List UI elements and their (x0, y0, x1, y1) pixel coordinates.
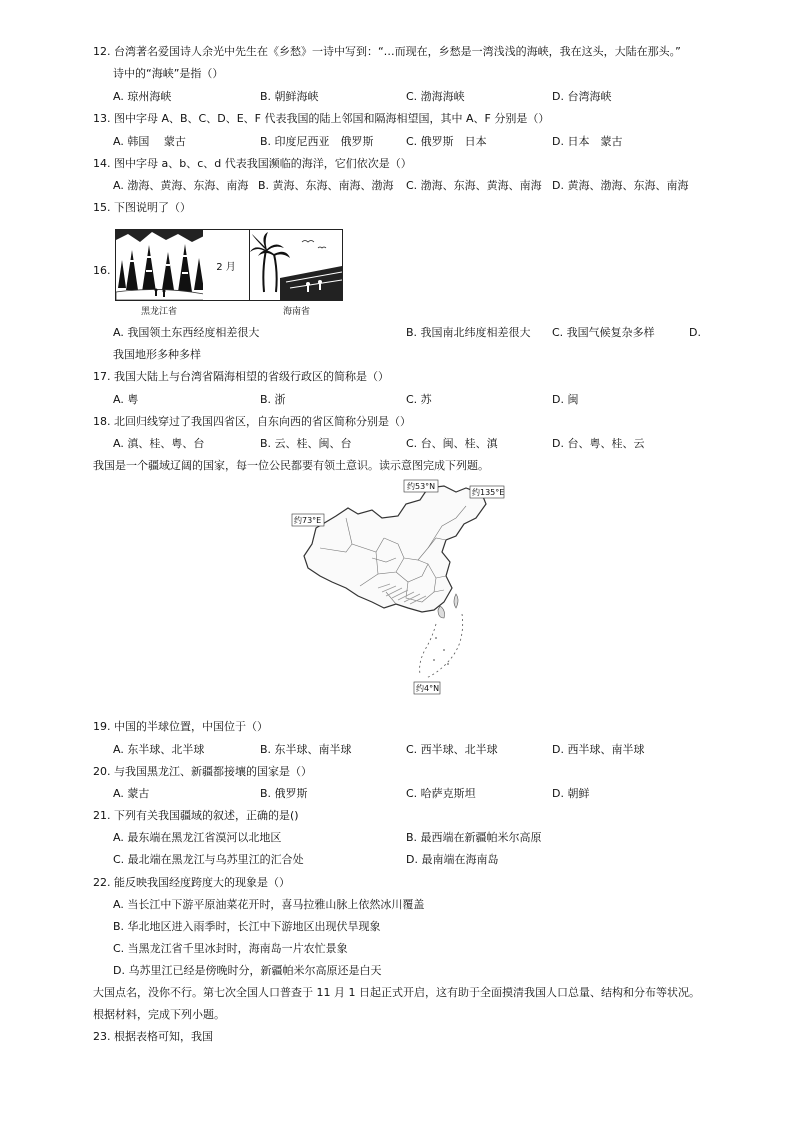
q12-stem-line1: 12. 台湾著名爱国诗人余光中先生在《乡愁》一诗中写到：“…而现在，乡愁是一湾浅浅的海峡，我在这头，大陆在那头。” (93, 45, 681, 58)
q18-option-d[interactable]: D. 台、粤、桂、云 (552, 437, 645, 450)
q21-option-b[interactable]: B. 最西端在新疆帕米尔高原 (406, 831, 542, 844)
q12-option-d[interactable]: D. 台湾海峡 (552, 90, 612, 103)
q15-stem: 15. 下图说明了（） (93, 201, 191, 214)
label-53n: 约53°N (407, 482, 436, 491)
heilongjiang-snow-image (115, 229, 205, 301)
q22-stem: 22. 能反映我国经度跨度大的现象是（） (93, 876, 290, 889)
q12-option-c[interactable]: C. 渤海海峡 (406, 90, 465, 103)
intro-census-line2: 根据材料，完成下列小题。 (93, 1008, 225, 1021)
q20-option-b[interactable]: B. 俄罗斯 (260, 787, 308, 800)
q13-stem: 13. 图中字母 A、B、C、D、E、F 代表我国的陆上邻国和隔海相望国，其中 A、F 分别是（） (93, 112, 550, 125)
caption-hainan: 海南省 (283, 307, 311, 317)
q13-option-d[interactable]: D. 日本 蒙古 (552, 135, 623, 148)
q17-option-b[interactable]: B. 浙 (260, 393, 286, 406)
q18-option-b[interactable]: B. 云、桂、闽、台 (260, 437, 352, 450)
q22-option-a[interactable]: A. 当长江中下游平原油菜花开时，喜马拉雅山脉上依然冰川覆盖 (113, 898, 425, 911)
intro-territory: 我国是一个疆域辽阔的国家，每一位公民都要有领土意识。读示意图完成下列题。 (93, 459, 489, 472)
q12-option-a[interactable]: A. 琼州海峡 (113, 90, 172, 103)
q18-stem: 18. 北回归线穿过了我国四省区，自东向西的省区简称分别是（） (93, 415, 411, 428)
q21-option-c[interactable]: C. 最北端在黑龙江与乌苏里江的汇合处 (113, 853, 304, 866)
q17-option-c[interactable]: C. 苏 (406, 393, 432, 406)
q17-option-a[interactable]: A. 粤 (113, 393, 139, 406)
q16-option-a[interactable]: A. 我国领土东西经度相差很大 (113, 326, 260, 339)
q16-option-b[interactable]: B. 我国南北纬度相差很大 (406, 326, 531, 339)
q20-option-d[interactable]: D. 朝鲜 (552, 787, 590, 800)
caption-heilongjiang: 黑龙江省 (141, 307, 178, 317)
q22-option-b[interactable]: B. 华北地区进入雨季时，长江中下游地区出现伏旱现象 (113, 920, 381, 933)
month-label: 2 月 (216, 262, 236, 273)
q20-option-c[interactable]: C. 哈萨克斯坦 (406, 787, 476, 800)
q13-option-a[interactable]: A. 韩国 蒙古 (113, 135, 186, 148)
q14-option-c[interactable]: C. 渤海、东海、黄海、南海 (406, 179, 542, 192)
q20-option-a[interactable]: A. 蒙古 (113, 787, 150, 800)
q19-option-b[interactable]: B. 东半球、南半球 (260, 743, 352, 756)
q21-stem: 21. 下列有关我国疆域的叙述，正确的是() (93, 809, 299, 822)
q23-stem: 23. 根据表格可知，我国 (93, 1030, 213, 1043)
q14-option-a[interactable]: A. 渤海、黄海、东海、南海 (113, 179, 249, 192)
q18-option-a[interactable]: A. 滇、桂、粤、台 (113, 437, 205, 450)
q17-option-d[interactable]: D. 闽 (552, 393, 579, 406)
q19-stem: 19. 中国的半球位置，中国位于（） (93, 720, 268, 733)
q16-number: 16. (93, 264, 111, 277)
q14-option-b[interactable]: B. 黄海、东海、南海、渤海 (258, 179, 394, 192)
q16-option-d-text[interactable]: 我国地形多种多样 (113, 348, 201, 361)
q19-option-a[interactable]: A. 东半球、北半球 (113, 743, 205, 756)
q17-stem: 17. 我国大陆上与台湾省隔海相望的省级行政区的简称是（） (93, 370, 389, 383)
q13-option-c[interactable]: C. 俄罗斯 日本 (406, 135, 487, 148)
china-map (286, 478, 512, 698)
q14-stem: 14. 图中字母 a、b、c、d 代表我国濒临的海洋，它们依次是（） (93, 157, 412, 170)
q16-option-c[interactable]: C. 我国气候复杂多样 (552, 326, 655, 339)
label-135e: 约135°E (472, 488, 505, 497)
q19-option-c[interactable]: C. 西半球、北半球 (406, 743, 498, 756)
q22-option-d[interactable]: D. 乌苏里江已经是傍晚时分，新疆帕米尔高原还是白天 (113, 964, 382, 977)
label-4n: 约4°N (416, 684, 440, 693)
q19-option-d[interactable]: D. 西半球、南半球 (552, 743, 645, 756)
label-73e: 约73°E (294, 516, 322, 525)
q22-option-c[interactable]: C. 当黑龙江省千里冰封时，海南岛一片农忙景象 (113, 942, 348, 955)
q12-stem-line2: 诗中的“海峡”是指（） (113, 67, 224, 80)
intro-census-line1: 大国点名，没你不行。第七次全国人口普查于 11 月 1 日起正式开启，这有助于全面摸清我国人口总量、结构和分布等状况。 (93, 986, 700, 999)
q18-option-c[interactable]: C. 台、闽、桂、滇 (406, 437, 498, 450)
q14-option-d[interactable]: D. 黄海、渤海、东海、南海 (552, 179, 689, 192)
q21-option-d[interactable]: D. 最南端在海南岛 (406, 853, 499, 866)
q16-option-d[interactable]: D. (689, 326, 701, 339)
q21-option-a[interactable]: A. 最东端在黑龙江省漠河以北地区 (113, 831, 282, 844)
hainan-farming-image (249, 229, 343, 301)
q13-option-b[interactable]: B. 印度尼西亚 俄罗斯 (260, 135, 374, 148)
q12-option-b[interactable]: B. 朝鲜海峡 (260, 90, 319, 103)
q20-stem: 20. 与我国黑龙江、新疆都接壤的国家是（） (93, 765, 312, 778)
month-label-panel (203, 229, 249, 301)
